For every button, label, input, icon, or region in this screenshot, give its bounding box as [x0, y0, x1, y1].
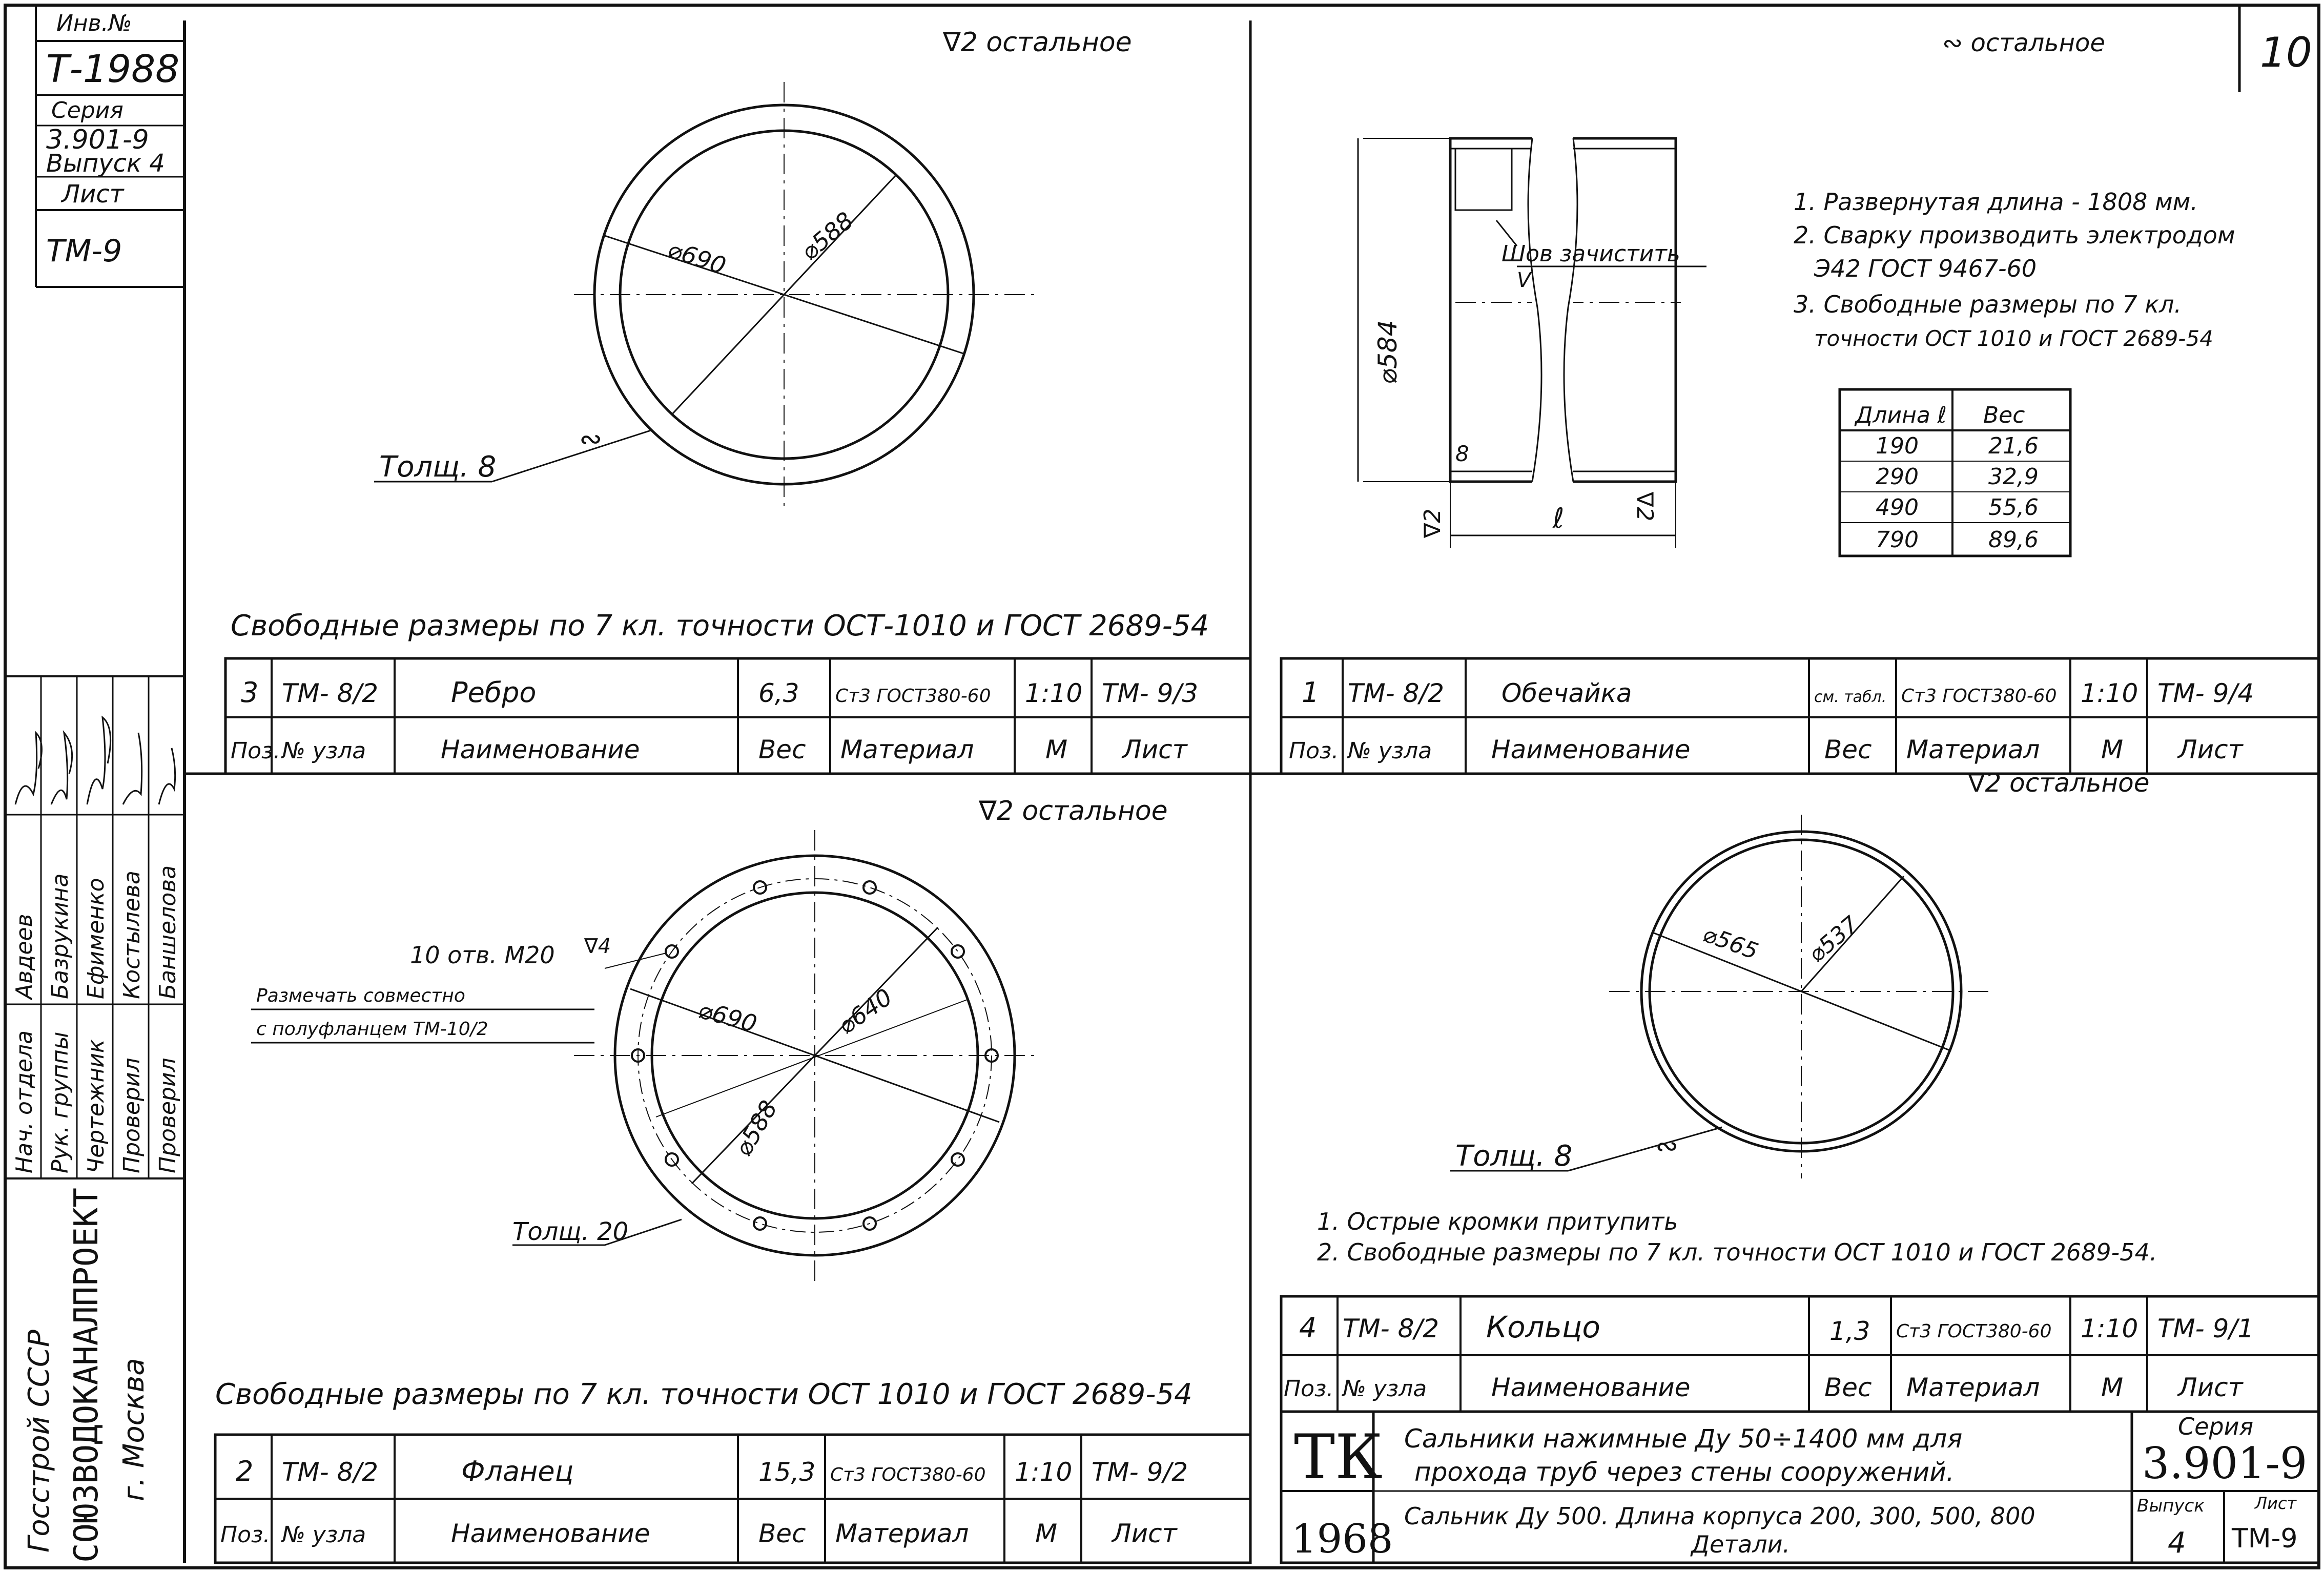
org-name: СОЮЗВОДОКАНАЛПРОЕКТ	[68, 1187, 106, 1563]
name-5: Баншелова	[155, 865, 181, 999]
flange-row-material: Ст3 ГОСТ380-60	[830, 1464, 986, 1485]
flange-row-weight: 15,3	[758, 1457, 816, 1487]
title-series-label: Серия	[2178, 1413, 2254, 1440]
panel-ring	[1317, 768, 2157, 1266]
flange-row-pos: 2	[236, 1455, 254, 1487]
hdr-name-1: Наименование	[441, 735, 640, 764]
roughness-symbol: ∾	[579, 423, 603, 455]
hdr-material-3: Материал	[835, 1519, 969, 1548]
title-line-1: Сальники нажимные Ду 50÷1400 мм для	[1404, 1424, 1963, 1454]
role-2: Рук. группы	[47, 1031, 73, 1173]
panel-shell	[1358, 29, 2235, 548]
table-weight-4: 89,6	[1988, 527, 2039, 553]
flange-note: Свободные размеры по 7 кл. точности ОСТ 1010 и ГОСТ 2689-54	[215, 1378, 1192, 1411]
hdr-sheet-3: Лист	[1112, 1519, 1177, 1548]
hdr-scale-3: М	[1035, 1519, 1058, 1548]
ring-note-1: 1. Острые кромки притупить	[1317, 1208, 1678, 1235]
role-5: Проверил	[155, 1058, 181, 1173]
rib-row-pos: 3	[241, 676, 259, 709]
rib-dim-690: ⌀690	[664, 235, 730, 280]
title-issue-label: Выпуск	[2137, 1496, 2205, 1516]
name-4: Костылева	[119, 871, 145, 999]
flange-row-scale: 1:10	[1015, 1457, 1073, 1487]
rib-dim-588: ⌀588	[795, 206, 859, 266]
hdr-name-4: Наименование	[1491, 1373, 1691, 1402]
rib-row-scale: 1:10	[1025, 678, 1083, 708]
title-subtitle-1: Сальник Ду 500. Длина корпуса 200, 300, 500, 800	[1404, 1502, 2035, 1530]
shell-note-2: 2. Сварку производить электродом	[1794, 221, 2235, 249]
shell-rough-right: ∇2	[1632, 492, 1658, 522]
shell-row-scale: 1:10	[2081, 678, 2138, 708]
flange-row-name: Фланец	[461, 1455, 574, 1487]
rib-row-sheet: ТМ- 9/3	[1102, 678, 1199, 708]
stamp-doc-number: Т-1988	[46, 47, 180, 91]
signatures	[15, 717, 175, 804]
rib-row-name: Ребро	[451, 676, 537, 709]
shell-dim-l: ℓ	[1553, 502, 1565, 534]
org-gosstroy: Госстрой СССР	[23, 1330, 56, 1553]
table-weight-2: 32,9	[1988, 464, 2039, 490]
title-series: 3.901-9	[2142, 1438, 2308, 1488]
flange-dim-690: ⌀690	[695, 996, 760, 1038]
sheet-number: 10	[2260, 29, 2312, 76]
shell-row-sheet: ТМ- 9/4	[2157, 678, 2254, 708]
hdr-node-1: № узла	[282, 738, 366, 764]
hdr-name-2: Наименование	[1491, 735, 1691, 764]
hdr-node-2: № узла	[1348, 738, 1432, 764]
roughness-symbol-2: ∾	[1655, 1130, 1679, 1162]
ring-row-name: Кольцо	[1486, 1310, 1600, 1344]
shell-row-weight: см. табл.	[1814, 688, 1887, 706]
hdr-pos-4: Поз.	[1284, 1376, 1334, 1402]
shell-dim-584: ⌀584	[1373, 320, 1403, 384]
ring-thickness: Толщ. 8	[1455, 1140, 1573, 1173]
rib-roughness: ∇2 остальное	[943, 27, 1132, 58]
ring-row-sheet: ТМ- 9/1	[2157, 1314, 2254, 1343]
title-line-2: прохода труб через стены сооружений.	[1414, 1457, 1955, 1487]
flange-hole-rough: ∇4	[584, 935, 611, 958]
hdr-sheet-4: Лист	[2178, 1373, 2243, 1402]
rib-thickness: Толщ. 8	[379, 450, 497, 484]
sheet-number-box	[2239, 5, 2312, 92]
table-length-3: 490	[1876, 494, 1919, 521]
hdr-node-3: № узла	[282, 1522, 366, 1548]
shell-note-5: точности ОСТ 1010 и ГОСТ 2689-54	[1814, 326, 2213, 351]
shell-dim-8: 8	[1455, 441, 1469, 466]
table-length-1: 190	[1876, 433, 1919, 459]
title-year: 1968	[1291, 1516, 1393, 1562]
hdr-weight-2: Вес	[1824, 735, 1872, 764]
title-subtitle-2: Детали.	[1691, 1530, 1791, 1558]
hdr-sheet-1: Лист	[1122, 735, 1187, 764]
flange-mark-2: с полуфланцем ТМ-10/2	[256, 1019, 488, 1040]
ring-row-scale: 1:10	[2081, 1314, 2138, 1343]
spec-table-ring	[1281, 1296, 2319, 1412]
ring-roughness: ∇2 остальное	[1968, 768, 2150, 798]
title-block	[1281, 1412, 2319, 1563]
name-1: Авдеев	[11, 914, 37, 999]
hdr-material-4: Материал	[1906, 1373, 2040, 1402]
ring-note-2: 2. Свободные размеры по 7 кл. точности ОСТ 1010 и ГОСТ 2689-54.	[1317, 1238, 2157, 1266]
hdr-pos-2: Поз.	[1289, 738, 1339, 764]
hdr-weight-4: Вес	[1824, 1373, 1872, 1402]
title-logo: ТК	[1294, 1422, 1383, 1493]
ring-dim-537: ⌀537	[1803, 911, 1864, 968]
stamp-sheet-label: Лист	[61, 180, 124, 209]
shell-rough-left: ∇2	[1420, 508, 1446, 538]
shell-row-material: Ст3 ГОСТ380-60	[1901, 686, 2057, 707]
shell-note-3: Э42 ГОСТ 9467-60	[1814, 255, 2037, 282]
flange-thickness: Толщ. 20	[512, 1217, 629, 1246]
corner-stamp	[36, 5, 184, 287]
ring-row-node: ТМ- 8/2	[1343, 1314, 1439, 1343]
flange-row-node: ТМ- 8/2	[282, 1457, 379, 1487]
flange-dim-588: ⌀588	[729, 1095, 783, 1161]
hdr-node-4: № узла	[1343, 1376, 1427, 1402]
role-4: Проверил	[119, 1058, 145, 1173]
role-3: Чертежник	[83, 1039, 109, 1173]
hdr-scale-2: М	[2101, 735, 2124, 764]
stamp-series: 3.901-9	[46, 125, 149, 155]
hdr-name-3: Наименование	[451, 1519, 650, 1548]
hdr-material-1: Материал	[840, 735, 974, 764]
spec-table-shell	[1281, 658, 2319, 774]
table-weight-1: 21,6	[1988, 433, 2039, 459]
ring-dim-565: ⌀565	[1699, 921, 1762, 965]
table-header-length: Длина ℓ	[1855, 402, 1947, 428]
flange-dim-640: ⌀640	[833, 983, 897, 1040]
hdr-pos-3: Поз.	[220, 1522, 271, 1548]
title-sheet-label: Лист	[2255, 1494, 2297, 1513]
flange-row-sheet: ТМ- 9/2	[1092, 1457, 1188, 1487]
shell-weld-label: Шов зачистить	[1502, 241, 1680, 267]
stamp-issue: Выпуск 4	[46, 149, 165, 178]
shell-roughness: ∾ остальное	[1942, 29, 2105, 57]
table-header-weight: Вес	[1983, 402, 2025, 428]
length-weight-table	[1840, 389, 2070, 556]
shell-row-node: ТМ- 8/2	[1348, 678, 1445, 708]
flange-mark-1: Размечать совместно	[256, 985, 465, 1006]
hdr-scale-4: М	[2101, 1373, 2124, 1402]
table-length-4: 790	[1876, 527, 1919, 553]
spec-table-flange	[215, 1435, 1250, 1563]
shell-note-4: 3. Свободные размеры по 7 кл.	[1794, 291, 2182, 318]
shell-row-pos: 1	[1302, 676, 1320, 709]
hdr-weight-3: Вес	[758, 1519, 806, 1548]
title-issue: 4	[2168, 1526, 2186, 1560]
ring-row-pos: 4	[1299, 1312, 1317, 1344]
hdr-material-2: Материал	[1906, 735, 2040, 764]
stamp-sheet: ТМ-9	[46, 233, 122, 269]
shell-note-1: 1. Развернутая длина - 1808 мм.	[1794, 188, 2198, 216]
table-weight-3: 55,6	[1988, 494, 2039, 521]
flange-roughness: ∇2 остальное	[979, 796, 1168, 826]
hdr-pos-1: Поз.	[231, 738, 281, 764]
rib-row-material: Ст3 ГОСТ380-60	[835, 686, 991, 707]
role-1: Нач. отдела	[11, 1030, 37, 1173]
stamp-inv-label: Инв.№	[56, 10, 132, 36]
panel-rib	[231, 27, 1209, 643]
ring-row-material: Ст3 ГОСТ380-60	[1896, 1321, 2052, 1342]
shell-row-name: Обечайка	[1502, 678, 1632, 708]
rib-note: Свободные размеры по 7 кл. точности ОСТ-1010 и ГОСТ 2689-54	[231, 609, 1209, 643]
weld-mark: V	[1517, 268, 1531, 292]
table-length-2: 290	[1876, 464, 1919, 490]
flange-holes: 10 отв. М20	[410, 941, 555, 969]
side-signature-block	[5, 676, 184, 1563]
org-city: г. Москва	[117, 1358, 151, 1501]
panel-flange	[215, 796, 1192, 1411]
hdr-sheet-2: Лист	[2178, 735, 2243, 764]
ring-row-weight: 1,3	[1829, 1316, 1870, 1346]
rib-row-weight: 6,3	[758, 678, 799, 708]
stamp-series-label: Серия	[51, 97, 124, 123]
hdr-scale-1: М	[1045, 735, 1068, 764]
name-2: Базрукина	[47, 873, 73, 999]
name-3: Ефименко	[83, 878, 109, 999]
hdr-weight-1: Вес	[758, 735, 806, 764]
rib-row-node: ТМ- 8/2	[282, 678, 379, 708]
title-sheet: ТМ-9	[2232, 1523, 2298, 1554]
spec-table-rib	[225, 658, 1250, 774]
